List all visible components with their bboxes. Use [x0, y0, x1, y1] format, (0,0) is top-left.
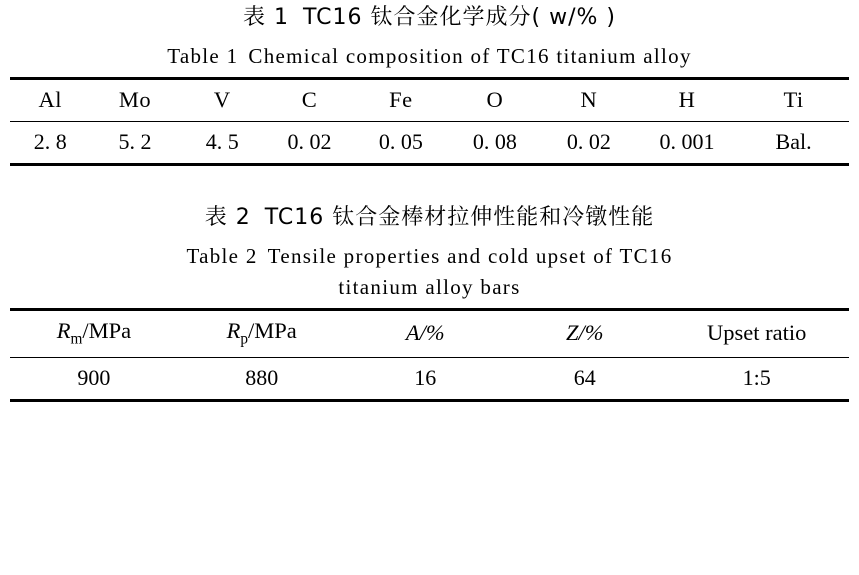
- table-1-val-ti: Bal.: [775, 129, 812, 154]
- table-row: [10, 122, 849, 163]
- table-1-col-n: N: [580, 87, 598, 112]
- table-2-col-rp-unit: /MPa: [248, 318, 297, 343]
- table-2-header-row: [10, 311, 849, 357]
- table-1-caption-chinese-text: TC16 钛合金化学成分( w/% ): [303, 5, 616, 30]
- table-2-caption-english-line2: titanium alloy bars: [338, 275, 521, 299]
- table-1-col-ti: Ti: [783, 87, 804, 112]
- table-2-caption-english-number: Table 2: [186, 244, 258, 268]
- table-2-col-a: [346, 311, 505, 357]
- table-2-val-z: 64: [573, 364, 596, 390]
- table-2: [10, 311, 849, 357]
- table-1-block: [10, 0, 849, 166]
- table-1-header-row: [10, 80, 849, 121]
- table-1-val-o: 0. 08: [472, 129, 517, 154]
- table-1-col-c: C: [301, 87, 318, 112]
- table-1-col-fe: Fe: [389, 87, 413, 112]
- table-2-col-rp-symbol: R: [226, 318, 241, 343]
- table-1-val-mo: 5. 2: [118, 129, 152, 154]
- table-2-caption-chinese-number: 表 2: [204, 205, 251, 230]
- table-2-body: [10, 358, 849, 399]
- table-2-caption-english-text: Tensile properties and cold upset of TC16: [267, 244, 673, 268]
- table-2-col-a-unit: /%: [419, 320, 445, 346]
- table-2-val-upset-ratio: 1:5: [742, 364, 771, 390]
- table-2-col-rm-symbol: R: [56, 318, 71, 343]
- table-2-block: [10, 200, 849, 402]
- table-2-bottom-rule: [10, 399, 849, 402]
- table-1-caption-english: [10, 44, 849, 69]
- table-row: [10, 358, 849, 399]
- table-1-val-h: 0. 001: [659, 129, 715, 154]
- table-1-val-n: 0. 02: [566, 129, 611, 154]
- table-2-col-rp: [178, 311, 346, 357]
- table-2-col-z-symbol: Z: [565, 320, 579, 346]
- table-1-caption-chinese: [10, 0, 849, 31]
- table-2-val-a: 16: [414, 364, 437, 390]
- table-1-caption-english-number: Table 1: [167, 44, 239, 68]
- table-2-col-z-unit: /%: [578, 320, 604, 346]
- table-1: [10, 80, 849, 121]
- table-2-col-z: [505, 311, 664, 357]
- table-2-val-rp: 880: [245, 364, 279, 390]
- table-1-val-al: 2. 8: [33, 129, 67, 154]
- table-2-caption-chinese-text: TC16 钛合金棒材拉伸性能和冷镦性能: [264, 205, 655, 230]
- table-1-col-al: Al: [38, 87, 63, 112]
- table-2-val-rm: 900: [77, 364, 111, 390]
- table-2-col-rm-unit: /MPa: [82, 318, 132, 343]
- table-2-caption-chinese: [10, 200, 849, 231]
- table-1-val-c: 0. 02: [287, 129, 332, 154]
- table-1-caption-english-text: Chemical composition of TC16 titanium alloy: [248, 44, 692, 68]
- table-1-val-v: 4. 5: [205, 129, 239, 154]
- table-1-caption-chinese-number: 表 1: [243, 5, 290, 30]
- table-1-body: [10, 122, 849, 163]
- table-1-col-mo: Mo: [118, 87, 152, 112]
- table-2-col-a-symbol: A: [405, 320, 420, 346]
- table-1-val-fe: 0. 05: [378, 129, 423, 154]
- table-2-col-upset-ratio: Upset ratio: [707, 320, 807, 346]
- table-2-col-rm-subscript: m: [70, 330, 83, 348]
- table-2-col-rp-subscript: p: [240, 330, 249, 348]
- table-1-col-v: V: [213, 87, 231, 112]
- table-2-col-rm: [10, 311, 178, 357]
- table-2-caption-english: [10, 244, 849, 269]
- table-1-col-h: H: [678, 87, 696, 112]
- table-1-col-o: O: [486, 87, 504, 112]
